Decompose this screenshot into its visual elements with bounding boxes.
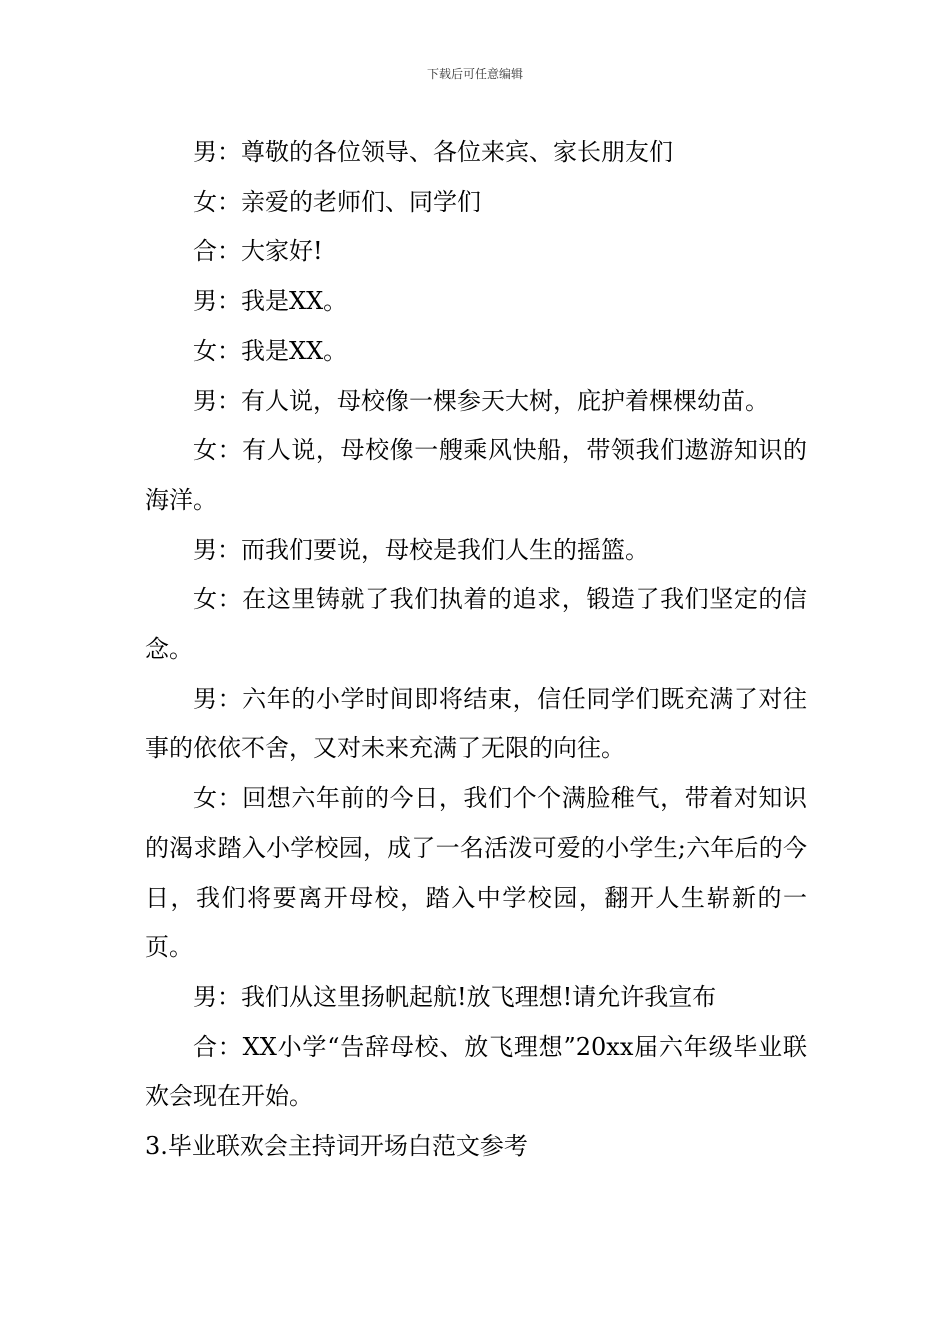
dialogue-line: 女：有人说，母校像一艘乘风快船，带领我们遨游知识的海洋。 xyxy=(145,436,807,514)
dialogue-line: 女：我是XX。 xyxy=(193,336,348,365)
dialogue-line: 女：在这里铸就了我们执着的追求，锻造了我们坚定的信念。 xyxy=(145,585,807,664)
dialogue-line: 合：XX小学“告辞母校、放飞理想”20xx届六年级毕业联欢会现在开始。 xyxy=(145,1032,807,1111)
dialogue-line: 男：我们从这里扬帆起航!放飞理想!请允许我宣布 xyxy=(193,982,717,1011)
dialogue-line: 女：回想六年前的今日，我们个个满脸稚气，带着对知识的渴求踏入小学校园，成了一名活泼可爱的小学生;六年后的今日，我们将要离开母校，踏入中学校园，翻开人生崭新的一页。 xyxy=(145,784,807,962)
dialogue-line: 男：尊敬的各位领导、各位来宾、家长朋友们 xyxy=(193,138,673,166)
dialogue-line: 男：我是XX。 xyxy=(193,287,348,316)
dialogue-line: 合：大家好! xyxy=(193,237,323,266)
dialogue-line: 女：亲爱的老师们、同学们 xyxy=(193,187,481,216)
section-heading: 3.毕业联欢会主持词开场白范文参考 xyxy=(145,1132,528,1161)
dialogue-line: 男：有人说，母校像一棵参天大树，庇护着棵棵幼苗。 xyxy=(193,386,769,415)
page-header-note: 下载后可任意编辑 xyxy=(426,67,523,81)
dialogue-line: 男：而我们要说，母校是我们人生的摇篮。 xyxy=(193,535,649,564)
dialogue-line: 男：六年的小学时间即将结束，信任同学们既充满了对往事的依依不舍，又对未来充满了无限的向往。 xyxy=(145,684,807,763)
document-body xyxy=(145,128,807,1172)
